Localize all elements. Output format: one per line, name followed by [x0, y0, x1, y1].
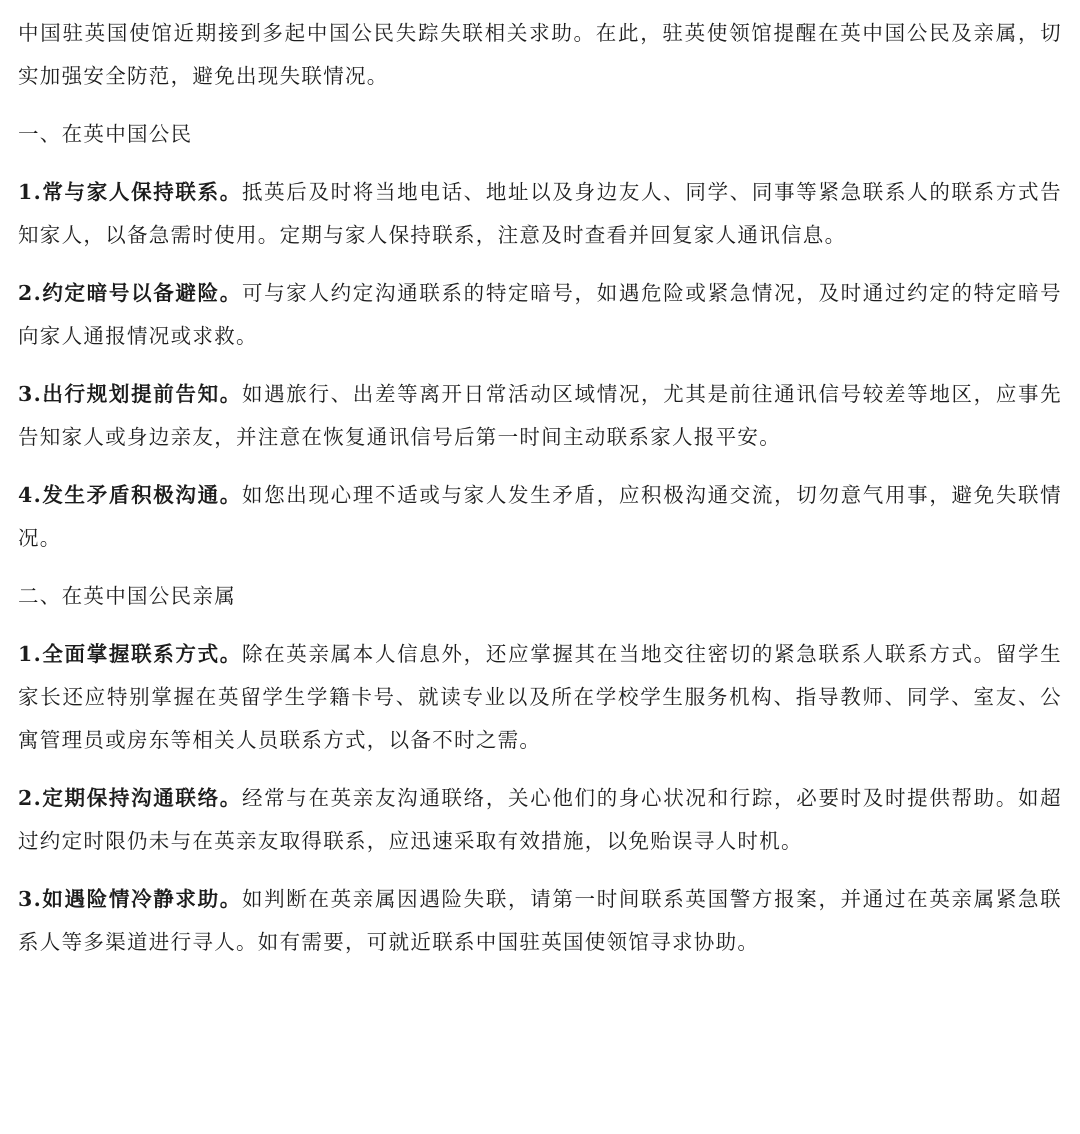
item-lead: 1.全面掌握联系方式。: [18, 642, 242, 666]
citizen-item-1: [18, 171, 1062, 257]
citizen-item-2: [18, 272, 1062, 358]
relative-item-3: [18, 878, 1062, 964]
item-text: 经常与在英亲友沟通联络，关心他们的身心状况和行踪，必要时及时提供帮助。如超过约定时限仍未与在英亲友取得联系，应迅速采取有效措施，以免贻误寻人时机。: [18, 786, 1062, 853]
item-lead: 2.约定暗号以备避险。: [18, 281, 242, 305]
item-text: 如您出现心理不适或与家人发生矛盾，应积极沟通交流，切勿意气用事，避免失联情况。: [18, 483, 1062, 550]
item-lead: 4.发生矛盾积极沟通。: [18, 483, 242, 507]
item-lead: 2.定期保持沟通联络。: [18, 786, 242, 810]
document-body: [18, 12, 1062, 979]
item-text: 可与家人约定沟通联系的特定暗号，如遇危险或紧急情况，及时通过约定的特定暗号向家人通报情况或求救。: [18, 281, 1062, 348]
item-text: 除在英亲属本人信息外，还应掌握其在当地交往密切的紧急联系人联系方式。留学生家长还应特别掌握在英留学生学籍卡号、就读专业以及所在学校学生服务机构、指导教师、同学、室友、公寓管理员或房东等相关人员联系方式，以备不时之需。: [18, 642, 1062, 752]
item-lead: 3.如遇险情冷静求助。: [18, 887, 242, 911]
relative-item-1: [18, 633, 1062, 762]
item-text: 如遇旅行、出差等离开日常活动区域情况，尤其是前往通讯信号较差等地区，应事先告知家人或身边亲友，并注意在恢复通讯信号后第一时间主动联系家人报平安。: [18, 382, 1062, 449]
intro-paragraph: 中国驻英国使馆近期接到多起中国公民失踪失联相关求助。在此，驻英使领馆提醒在英中国公民及亲属，切实加强安全防范，避免出现失联情况。: [18, 21, 1062, 88]
section-heading-citizens: 一、在英中国公民: [18, 122, 193, 146]
section-heading-relatives: 二、在英中国公民亲属: [18, 584, 236, 608]
citizen-item-4: [18, 474, 1062, 560]
item-lead: 3.出行规划提前告知。: [18, 382, 242, 406]
item-lead: 1.常与家人保持联系。: [18, 180, 242, 204]
item-text: 如判断在英亲属因遇险失联，请第一时间联系英国警方报案，并通过在英亲属紧急联系人等多渠道进行寻人。如有需要，可就近联系中国驻英国使领馆寻求协助。: [18, 887, 1062, 954]
item-text: 抵英后及时将当地电话、地址以及身边友人、同学、同事等紧急联系人的联系方式告知家人，以备急需时使用。定期与家人保持联系，注意及时查看并回复家人通讯信息。: [18, 180, 1062, 247]
relative-item-2: [18, 777, 1062, 863]
citizen-item-3: [18, 373, 1062, 459]
